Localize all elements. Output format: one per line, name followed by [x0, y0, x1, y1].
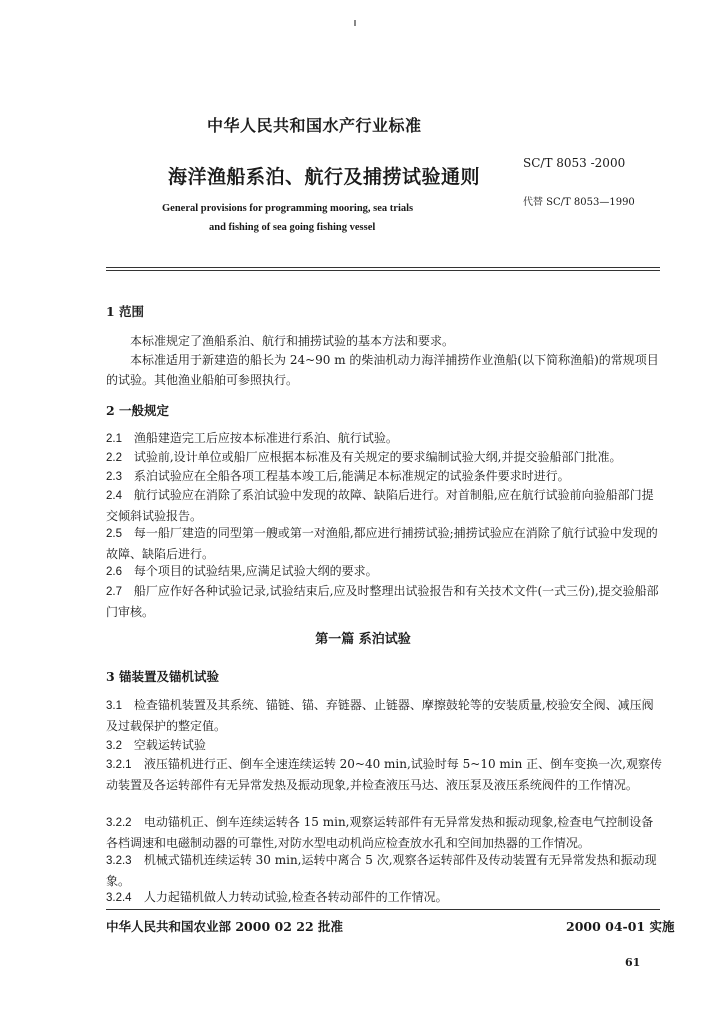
clause-3-2-1: [106, 754, 662, 795]
clause-text: 船厂应作好各种试验记录,试验结束后,应及时整理出试验报告和有关技术文件(一式三份),提交验船部门审核。: [106, 584, 659, 619]
clause-2-5: [106, 523, 662, 564]
page-number: 61: [625, 956, 641, 969]
footer-divider: [106, 909, 660, 910]
clause-number: 2.7: [106, 586, 122, 598]
replaces-standard: 代替 SC/T 8053—1990: [523, 197, 635, 208]
clause-2-1: [106, 428, 662, 449]
clause-2-3: [106, 466, 662, 487]
clause-text: 空载运转试验: [133, 738, 206, 752]
clause-number: 3.2.4: [106, 892, 132, 904]
implementation-date: 2000 04-01 实施: [566, 919, 675, 934]
section-2-heading: 2 一般规定: [106, 403, 170, 418]
clause-2-4: [106, 485, 662, 526]
clause-number: 2.4: [106, 490, 122, 502]
document-title: 海洋渔船系泊、航行及捕捞试验通则: [168, 166, 481, 188]
approval-line: 中华人民共和国农业部 2000 02 22 批准: [106, 919, 343, 934]
clause-number: 2.1: [106, 433, 122, 445]
clause-text: 系泊试验应在全船各项工程基本竣工后,能满足本标准规定的试验条件要求时进行。: [133, 469, 570, 483]
clause-text: 电动锚机正、倒车连续运转各 15 min,观察运转部件有无异常发热和振动现象,检查电气控制设备各档调速和电磁制动器的可靠性,对防水型电动机尚应检查放水孔和空间加热器的工作情况。: [106, 815, 654, 850]
clause-text: 检查锚机装置及其系统、锚链、锚、弃链器、止链器、摩擦鼓轮等的安装质量,校验安全阀、减压阀及过载保护的整定值。: [106, 698, 654, 733]
english-title-line-2: and fishing of sea going fishing vessel: [209, 222, 376, 233]
clause-2-2: [106, 447, 662, 468]
clause-number: 3.1: [106, 700, 122, 712]
header-divider-bottom: [106, 270, 660, 271]
section-1-paragraph-1: 本标准规定了渔船系泊、航行和捕捞试验的基本方法和要求。: [130, 334, 455, 348]
section-1-paragraph-2: 本标准适用于新建造的船长为 24~90 m 的柴油机动力海洋捕捞作业渔船(以下简称渔船)的常规项目的试验。其他渔业船舶可参照执行。: [106, 353, 659, 387]
top-margin-mark: [354, 20, 356, 26]
part-1-heading: 第一篇 系泊试验: [315, 632, 411, 647]
clause-3-2-3: [106, 850, 662, 891]
standard-code: SC/T 8053 -2000: [523, 156, 626, 170]
section-3-heading: 3 锚装置及锚机试验: [106, 669, 220, 684]
english-title-line-1: General provisions for programming mooring, sea trials: [162, 203, 414, 214]
clause-text: 航行试验应在消除了系泊试验中发现的故障、缺陷后进行。对首制船,应在航行试验前向验船部门提交倾斜试验报告。: [106, 488, 654, 523]
clause-2-7: [106, 581, 662, 622]
standard-category: 中华人民共和国水产行业标准: [207, 116, 422, 135]
clause-number: 3.2.1: [106, 759, 132, 771]
clause-number: 2.5: [106, 528, 122, 540]
clause-3-2-2: [106, 812, 662, 853]
clause-number: 2.3: [106, 471, 122, 483]
clause-text: 每一船厂建造的同型第一艘或第一对渔船,都应进行捕捞试验;捕捞试验应在消除了航行试验中发现的故障、缺陷后进行。: [106, 526, 658, 561]
header-divider-top: [106, 267, 660, 268]
clause-3-2: [106, 735, 662, 756]
clause-number: 3.2.3: [106, 855, 132, 867]
clause-3-1: [106, 695, 662, 736]
clause-text: 渔船建造完工后应按本标准进行系泊、航行试验。: [133, 431, 398, 445]
clause-number: 3.2: [106, 740, 122, 752]
clause-text: 机械式锚机连续运转 30 min,运转中离合 5 次,观察各运转部件及传动装置有无异常发热和振动现象。: [106, 853, 657, 888]
section-1-heading: 1 范围: [106, 304, 145, 319]
clause-2-6: [106, 561, 662, 582]
clause-3-2-4: [106, 887, 662, 908]
clause-number: 2.2: [106, 452, 122, 464]
clause-text: 试验前,设计单位或船厂应根据本标准及有关规定的要求编制试验大纲,并提交验船部门批准。: [133, 450, 622, 464]
clause-number: 2.6: [106, 566, 122, 578]
clause-text: 每个项目的试验结果,应满足试验大纲的要求。: [133, 564, 378, 578]
clause-number: 3.2.2: [106, 817, 132, 829]
clause-text: 液压锚机进行正、倒车全速连续运转 20~40 min,试验时每 5~10 min 正、倒车变换一次,观察传动装置及各运转部件有无异常发热及振动现象,并检查液压马达、液压泵及液压系统阀件的工作情况。: [106, 757, 662, 792]
clause-text: 人力起锚机做人力转动试验,检查各转动部件的工作情况。: [143, 890, 448, 904]
